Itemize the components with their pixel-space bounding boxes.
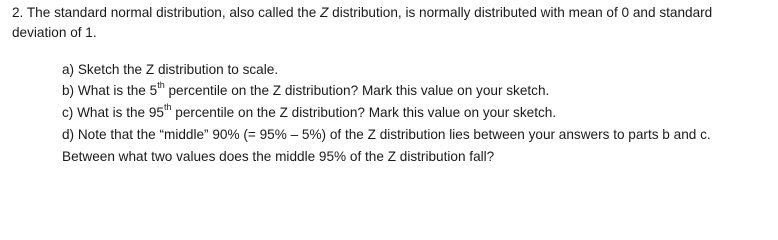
part-c-superscript: th	[164, 102, 172, 113]
part-c	[62, 104, 556, 121]
question-intro-line-2: deviation of 1.	[12, 25, 97, 40]
part-d-line-1: d) Note that the “middle” 90% (= 95% – 5%) of the Z distribution lies between your answers to parts b and c.	[62, 127, 711, 142]
part-a: a) Sketch the Z distribution to scale.	[62, 62, 279, 77]
question-intro-text-a: 2. The standard normal distribution, also called the	[12, 5, 321, 20]
part-d-line-2: Between what two values does the middle 95% of the Z distribution fall?	[62, 149, 495, 164]
question-intro-z: Z	[320, 5, 329, 20]
part-b-text-pre: b) What is the 5	[62, 83, 158, 98]
question-intro-line-1	[12, 4, 712, 21]
part-c-text-post: percentile on the Z distribution? Mark this value on your sketch.	[171, 105, 557, 120]
part-b-text-post: percentile on the Z distribution? Mark this value on your sketch.	[164, 83, 550, 98]
part-b-superscript: th	[157, 80, 165, 91]
part-b	[62, 82, 549, 99]
part-c-text-pre: c) What is the 95	[62, 105, 164, 120]
question-intro-text-b: distribution, is normally distributed with mean of 0 and standard	[328, 5, 713, 20]
